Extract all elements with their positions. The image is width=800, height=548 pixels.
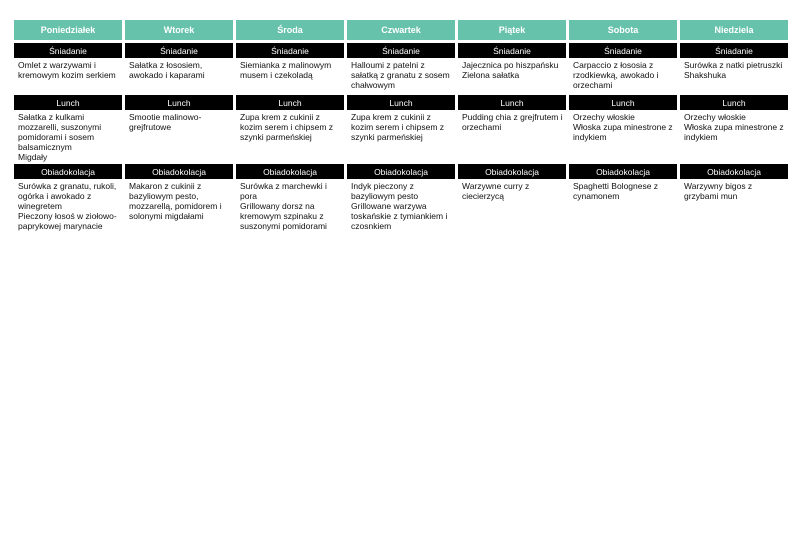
meal-header-dinner: Obiadokolacja — [680, 164, 788, 179]
meal-cell-dinner — [236, 179, 344, 249]
meal-item: Spaghetti Bolognese z cynamonem — [573, 181, 659, 201]
meal-header-dinner: Obiadokolacja — [14, 164, 122, 179]
meal-item: Orzechy włoskie — [573, 112, 635, 122]
meal-header-breakfast: Śniadanie — [125, 43, 233, 58]
day-column-czwartek — [347, 20, 455, 249]
day-column-wtorek — [125, 20, 233, 249]
meal-item: Włoska zupa minestrone z indykiem — [573, 122, 673, 142]
meal-cell-lunch — [125, 110, 233, 162]
meal-header-breakfast: Śniadanie — [680, 43, 788, 58]
meal-cell-breakfast — [125, 58, 233, 93]
day-header: Sobota — [569, 20, 677, 40]
meal-item: Orzechy włoskie — [684, 112, 746, 122]
meal-item: Makaron z cukinii z bazyliowym pesto, mozzarellą, pomidorem i solonymi migdałami — [129, 181, 222, 221]
meal-item: Pieczony łosoś w ziołowo-paprykowej marynacie — [18, 211, 117, 231]
meal-header-lunch: Lunch — [125, 95, 233, 110]
day-header: Środa — [236, 20, 344, 40]
meal-header-lunch: Lunch — [569, 95, 677, 110]
day-header: Wtorek — [125, 20, 233, 40]
meal-item: Warzywne curry z ciecierzycą — [462, 181, 530, 201]
meal-header-breakfast: Śniadanie — [236, 43, 344, 58]
meal-header-breakfast: Śniadanie — [458, 43, 566, 58]
meal-item: Surówka z natki pietruszki — [684, 60, 783, 70]
meal-item: Migdały — [18, 152, 48, 162]
meal-cell-lunch — [14, 110, 122, 162]
meal-item: Włoska zupa minestrone z indykiem — [684, 122, 784, 142]
meal-header-dinner: Obiadokolacja — [569, 164, 677, 179]
meal-item: Zupa krem z cukinii z kozim serem i chipsem z szynki parmeńskiej — [240, 112, 334, 142]
day-column-poniedzialek — [14, 20, 122, 249]
meal-header-breakfast: Śniadanie — [569, 43, 677, 58]
meal-item: Pudding chia z grejfrutem i orzechami — [462, 112, 563, 132]
meal-header-lunch: Lunch — [458, 95, 566, 110]
meal-item: Smootie malinowo-grejfrutowe — [129, 112, 202, 132]
meal-cell-breakfast — [458, 58, 566, 93]
meal-cell-lunch — [347, 110, 455, 162]
meal-header-dinner: Obiadokolacja — [125, 164, 233, 179]
meal-header-lunch: Lunch — [347, 95, 455, 110]
meal-item: Carpaccio z łososia z rzodkiewką, awokado i orzechami — [573, 60, 659, 90]
meal-cell-dinner — [125, 179, 233, 249]
meal-item: Halloumi z patelni z sałatką z granatu z sosem chałwowym — [351, 60, 450, 90]
meal-header-lunch: Lunch — [680, 95, 788, 110]
meal-header-dinner: Obiadokolacja — [236, 164, 344, 179]
day-header: Niedziela — [680, 20, 788, 40]
meal-item: Sałatka z kulkami mozzarelli, suszonymi pomidorami i sosem balsamicznym — [18, 112, 102, 152]
meal-item: Shakshuka — [684, 70, 727, 80]
day-column-niedziela — [680, 20, 788, 249]
meal-item: Grillowane warzywa toskańskie z tymiankiem i czosnkiem — [351, 201, 448, 231]
meal-header-dinner: Obiadokolacja — [458, 164, 566, 179]
day-column-sroda — [236, 20, 344, 249]
meal-cell-dinner — [680, 179, 788, 249]
day-column-piatek — [458, 20, 566, 249]
meal-item: Warzywny bigos z grzybami mun — [684, 181, 753, 201]
day-header: Czwartek — [347, 20, 455, 40]
meal-cell-lunch — [569, 110, 677, 162]
meal-header-lunch: Lunch — [14, 95, 122, 110]
meal-item: Surówka z marchewki i pora — [240, 181, 327, 201]
day-column-sobota — [569, 20, 677, 249]
meal-item: Jajecznica po hiszpańsku — [462, 60, 559, 70]
day-header: Poniedziałek — [14, 20, 122, 40]
meal-item: Siemianka z malinowym musem i czekoladą — [240, 60, 332, 80]
day-header: Piątek — [458, 20, 566, 40]
meal-header-breakfast: Śniadanie — [347, 43, 455, 58]
meal-cell-breakfast — [14, 58, 122, 93]
meal-cell-breakfast — [236, 58, 344, 93]
meal-cell-dinner — [347, 179, 455, 249]
meal-item: Zupa krem z cukinii z kozim serem i chipsem z szynki parmeńskiej — [351, 112, 445, 142]
meal-item: Surówka z granatu, rukoli, ogórka i awokado z winegretem — [18, 181, 117, 211]
meal-cell-dinner — [569, 179, 677, 249]
meal-item: Zielona sałatka — [462, 70, 520, 80]
meal-cell-lunch — [680, 110, 788, 162]
meal-item: Omlet z warzywami i kremowym kozim serkiem — [18, 60, 116, 80]
meal-cell-breakfast — [347, 58, 455, 93]
meal-item: Grillowany dorsz na kremowym szpinaku z suszonymi pomidorami — [240, 201, 327, 231]
meal-item: Indyk pieczony z bazyliowym pesto — [351, 181, 419, 201]
meal-header-dinner: Obiadokolacja — [347, 164, 455, 179]
meal-cell-breakfast — [680, 58, 788, 93]
meal-item: Sałatka z łososiem, awokado i kaparami — [129, 60, 205, 80]
meal-cell-dinner — [14, 179, 122, 249]
meal-header-lunch: Lunch — [236, 95, 344, 110]
meal-plan-grid — [14, 20, 788, 249]
meal-cell-dinner — [458, 179, 566, 249]
meal-cell-lunch — [458, 110, 566, 162]
meal-cell-lunch — [236, 110, 344, 162]
meal-cell-breakfast — [569, 58, 677, 93]
meal-header-breakfast: Śniadanie — [14, 43, 122, 58]
